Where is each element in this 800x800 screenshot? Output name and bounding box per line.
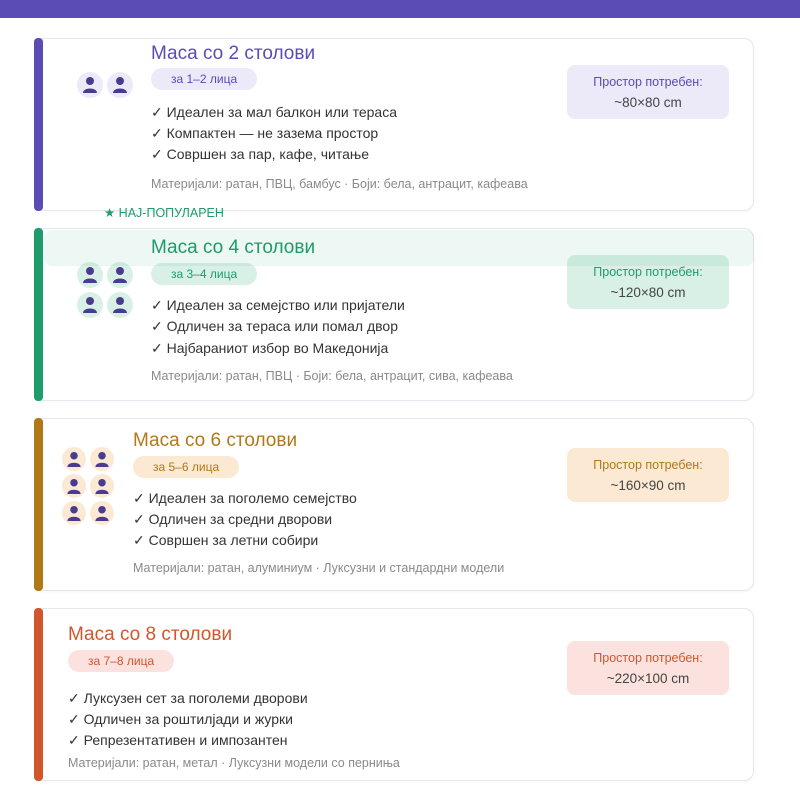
space-required-box (567, 448, 729, 502)
person-icon (90, 447, 114, 471)
people-icons (77, 262, 133, 318)
space-label: Простор потребен: (593, 265, 703, 279)
capacity-badge: за 3–4 лица (151, 263, 257, 285)
feature-item: ✓ Најбараниот избор во Македонија (151, 340, 389, 356)
capacity-badge: за 1–2 лица (151, 68, 257, 90)
space-required-box (567, 641, 729, 695)
table-card-6-chairs[interactable] (34, 418, 754, 591)
card-title: Маса со 4 столови (151, 237, 316, 258)
materials-text: Материјали: ратан, алуминиум · Луксузни и стандардни модели (133, 561, 505, 575)
space-value: ~80×80 cm (614, 95, 682, 110)
space-label: Простор потребен: (593, 75, 703, 89)
materials-text: Материјали: ратан, ПВЦ · Боји: бела, антрацит, сива, кафеава (151, 369, 513, 383)
person-icon (62, 501, 86, 525)
most-popular-badge: ★ НАЈ-ПОПУЛАРЕН (104, 206, 224, 220)
feature-item: ✓ Совршен за пар, кафе, читање (151, 146, 370, 162)
card-accent-bar (34, 228, 43, 401)
card-accent-bar (34, 608, 43, 781)
card-title: Маса со 2 столови (151, 43, 316, 64)
feature-item: ✓ Репрезентативен и импозантен (68, 732, 288, 748)
person-icon (77, 72, 103, 98)
feature-item: ✓ Идеален за поголемо семејство (133, 490, 357, 506)
feature-item: ✓ Луксузен сет за поголеми дворови (68, 690, 308, 706)
person-icon (107, 72, 133, 98)
space-value: ~220×100 cm (606, 671, 690, 686)
space-label: Простор потребен: (593, 458, 703, 472)
person-icon (107, 292, 133, 318)
popular-highlight-band (44, 230, 754, 266)
top-bar (0, 0, 800, 18)
person-icon (62, 447, 86, 471)
card-title: Маса со 8 столови (68, 624, 233, 645)
feature-item: ✓ Идеален за семејство или пријатели (151, 297, 405, 313)
feature-item: ✓ Совршен за летни собири (133, 532, 319, 548)
person-icon (77, 292, 103, 318)
feature-item: ✓ Одличен за роштилјади и журки (68, 711, 293, 727)
person-icon (90, 474, 114, 498)
space-required-box (567, 65, 729, 119)
feature-item: ✓ Компактен — не зазема простор (151, 125, 379, 141)
people-icons (62, 447, 114, 525)
person-icon (90, 501, 114, 525)
table-card-2-chairs[interactable] (34, 38, 754, 211)
space-label: Простор потребен: (593, 651, 703, 665)
feature-item: ✓ Одличен за средни дворови (133, 511, 333, 527)
people-icons (77, 72, 133, 98)
table-card-8-chairs[interactable] (34, 608, 754, 781)
materials-text: Материјали: ратан, метал · Луксузни модели со перниња (68, 756, 400, 770)
feature-item: ✓ Идеален за мал балкон или тераса (151, 104, 398, 120)
card-accent-bar (34, 38, 43, 211)
space-value: ~160×90 cm (610, 478, 686, 493)
space-value: ~120×80 cm (610, 285, 686, 300)
card-accent-bar (34, 418, 43, 591)
materials-text: Материјали: ратан, ПВЦ, бамбус · Боји: бела, антрацит, кафеава (151, 177, 528, 191)
feature-item: ✓ Одличен за тераса или помал двор (151, 318, 399, 334)
capacity-badge: за 7–8 лица (68, 650, 174, 672)
capacity-badge: за 5–6 лица (133, 456, 239, 478)
card-title: Маса со 6 столови (133, 430, 298, 451)
person-icon (62, 474, 86, 498)
